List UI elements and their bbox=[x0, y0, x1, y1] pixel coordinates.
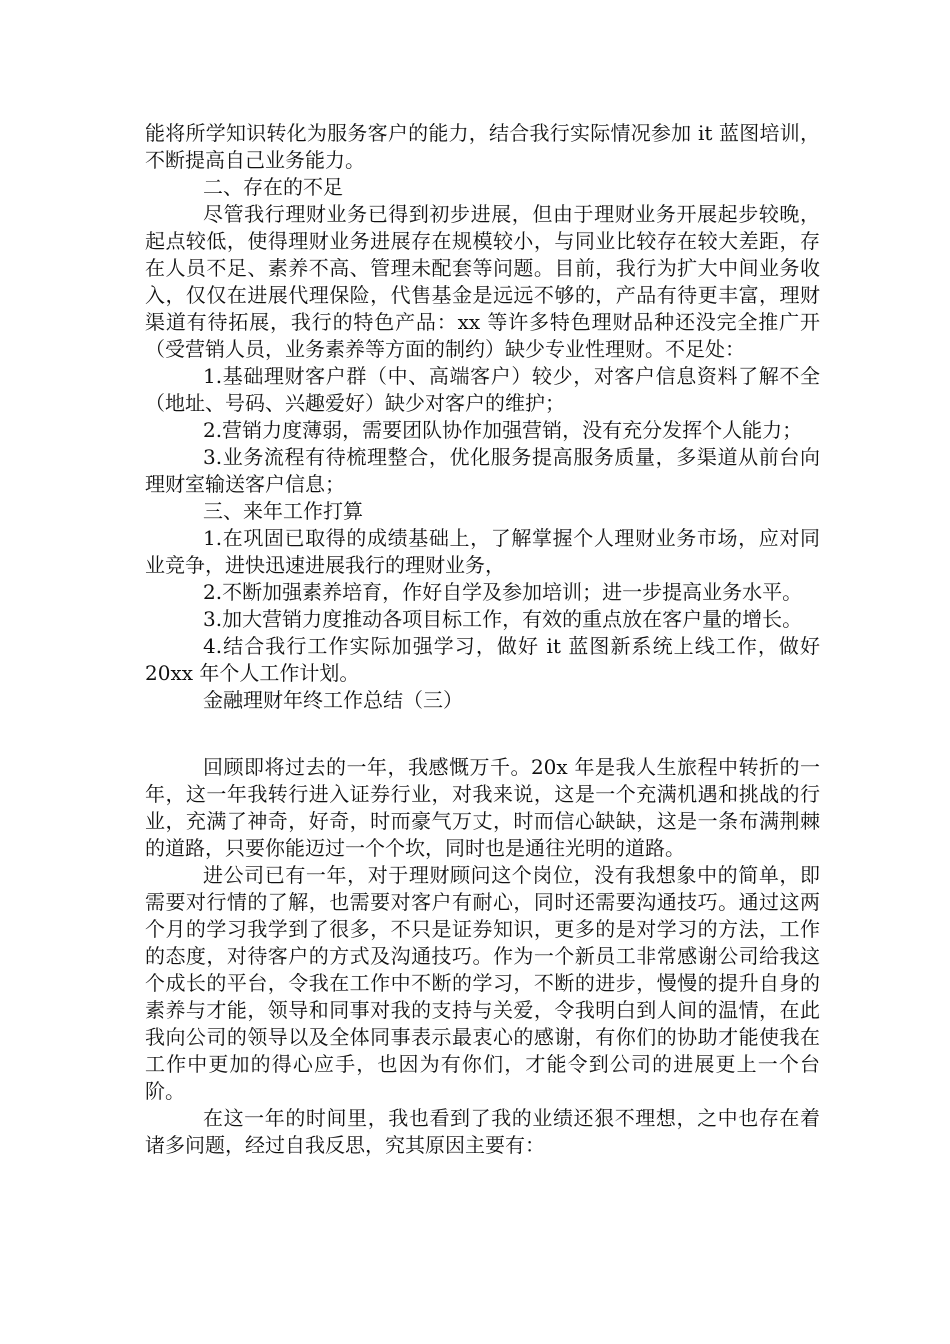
paragraph: 进公司已有一年，对于理财顾问这个岗位，没有我想象中的简单，即需要对行情的了解，也需要对客户有耐心，同时还需要沟通技巧。通过这两个月的学习我学到了很多，不只是证券知识，更多的是对学习的方法，工作的态度，对待客户的方式及沟通技巧。作为一个新员工非常感谢公司给我这个成长的平台，令我在工作中不断的学习，不断的进步，慢慢的提升自身的素养与才能，领导和同事对我的支持与关爱，令我明白到人间的温情，在此我向公司的领导以及全体同事表示最衷心的感谢，有你们的协助才能使我在工作中更加的得心应手，也因为有你们，才能令到公司的进展更上一个台阶。 bbox=[145, 863, 820, 1103]
list-item: 1.在巩固已取得的成绩基础上，了解掌握个人理财业务市场，应对同业竞争，进快迅速进展我行的理财业务， bbox=[145, 526, 820, 577]
paragraph: 回顾即将过去的一年，我感慨万千。20x 年是我人生旅程中转折的一年，这一年我转行进入证券行业，对我来说，这是一个充满机遇和挑战的行业，充满了神奇，好奇，时而豪气万丈，时而信心缺缺，这是一条布满荆棘的道路，只要你能迈过一个个坎，同时也是通往光明的道路。 bbox=[145, 755, 820, 860]
list-item: 3.业务流程有待梳理整合，优化服务提高服务质量，多渠道从前台向理财室输送客户信息； bbox=[145, 445, 820, 496]
list-item: 4.结合我行工作实际加强学习，做好 it 蓝图新系统上线工作，做好 20xx 年个人工作计划。 bbox=[145, 634, 820, 685]
list-item: 3.加大营销力度推动各项目标工作，有效的重点放在客户量的增长。 bbox=[203, 607, 803, 631]
list-item: 2.不断加强素养培育，作好自学及参加培训；进一步提高业务水平。 bbox=[203, 580, 803, 604]
paragraph: 在这一年的时间里，我也看到了我的业绩还狠不理想，之中也存在着诸多问题，经过自我反思，究其原因主要有： bbox=[145, 1106, 820, 1157]
article-title: 金融理财年终工作总结（三） bbox=[203, 688, 463, 712]
paragraph-intro: 能将所学知识转化为服务客户的能力，结合我行实际情况参加 it 蓝图培训，不断提高自己业务能力。 bbox=[145, 121, 820, 172]
document-page bbox=[145, 120, 820, 1159]
paragraph-shortcomings: 尽管我行理财业务已得到初步进展，但由于理财业务开展起步较晚，起点较低，使得理财业务进展存在规模较小，与同业比较存在较大差距，存在人员不足、素养不高、管理未配套等问题。目前，我行为扩大中间业务收入，仅仅在进展代理保险，代售基金是远远不够的，产品有待更丰富，理财渠道有待拓展，我行的特色产品：xx 等许多特色理财品种还没完全推广开（受营销人员，业务素养等方面的制约）缺少专业性理财。不足处： bbox=[145, 202, 820, 361]
list-item: 1.基础理财客户群（中、高端客户）较少，对客户信息资料了解不全（地址、号码、兴趣爱好）缺少对客户的维护； bbox=[145, 364, 820, 415]
section-heading-shortcomings: 二、存在的不足 bbox=[203, 175, 343, 199]
section-heading-plan: 三、来年工作打算 bbox=[203, 499, 363, 523]
list-item: 2.营销力度薄弱，需要团队协作加强营销，没有充分发挥个人能力； bbox=[203, 418, 803, 442]
spacer bbox=[145, 714, 820, 754]
